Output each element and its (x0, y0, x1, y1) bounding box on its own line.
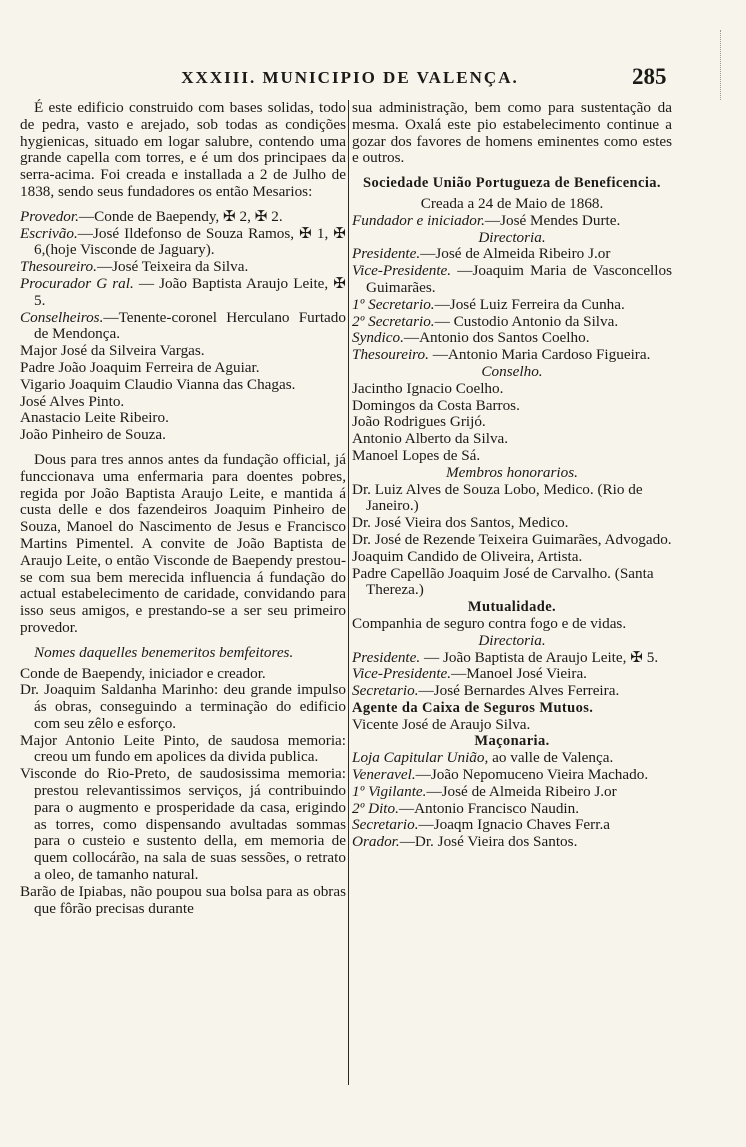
founder-name: —José Ildefonso de Souza Ramos, ✠ 1, ✠ 6,(hoje Visconde de Jaguary). (34, 224, 346, 259)
council-member: João Rodrigues Grijó. (352, 413, 486, 431)
council-member: Jacintho Ignacio Coelho. (352, 379, 504, 397)
role-label: Thesoureiro. (20, 258, 97, 276)
officer-entry (352, 683, 672, 700)
founder-entry (20, 310, 346, 344)
margin-mark (720, 30, 722, 100)
section-title: Mutualidade. (467, 599, 557, 616)
founder-entry: João Pinheiro de Souza. (20, 426, 166, 444)
council-member: Manoel Lopes de Sá. (352, 446, 481, 464)
person-name: —José Luiz Ferreira da Cunha. (434, 295, 625, 313)
person-name: —Antonio Francisco Naudin. (398, 799, 580, 817)
officer-entry (352, 817, 672, 834)
person-name: —Joaqm Ignacio Chaves Ferr.a (418, 816, 610, 834)
person-name: —José de Almeida Ribeiro J.or (420, 245, 611, 263)
benefactor-entry: Visconde do Rio-Preto, de saudosissima memoria: prestou relevantissimos serviços, já contribuindo para o augmento e prosperidade da casa, erigindo as torres, como dispensando avultadas sommas para o custeio e sustento della, em memoria de quem collocárão, na sala de suas sessões, o retrato a oleo, de tamanho natural. (20, 765, 346, 884)
role-label: Secretario. (352, 682, 419, 700)
continued-paragraph: sua administração, bem como para sustentação da mesma. Oxalá este pio estabelecimento continue a gozar dos favores de homens eminentes como estes e outros. (352, 99, 672, 167)
role-label: 2º Secretario. (352, 312, 435, 330)
benefactor-entry: Major Antonio Leite Pinto, de saudosa memoria: creou um fundo em apolices da divida publica. (20, 731, 346, 766)
honorary-member: Dr. Luiz Alves de Souza Lobo, Medico. (Rio de Janeiro.) (352, 480, 643, 515)
founder-entry (20, 276, 346, 310)
person-name: —Antonio Maria Cardoso Figueira. (428, 346, 651, 364)
role-label: Secretario. (352, 816, 419, 834)
founder-entry: Vigario Joaquim Claudio Vianna das Chagas. (20, 375, 296, 393)
council-member: Domingos da Costa Barros. (352, 396, 520, 414)
role-label: Syndico. (352, 329, 404, 347)
person-name: —José Mendes Durte. (484, 211, 621, 229)
column-divider (348, 100, 349, 1085)
officer-entry (352, 834, 672, 851)
honorary-member: Dr. José Vieira dos Santos, Medico. (352, 514, 569, 532)
section-title: Agente da Caixa de Seguros Mutuos. (352, 699, 594, 716)
founder-entry (20, 209, 346, 226)
founder-entry: Padre João Joaquim Ferreira de Aguiar. (20, 358, 260, 376)
founder-name: —José Teixeira da Silva. (96, 258, 249, 276)
officer-entry (352, 246, 672, 263)
benefactor-entry: Barão de Ipiabas, não poupou sua bolsa para as obras que fôrão precisas durante (20, 882, 346, 917)
person-name: — João Baptista de Araujo Leite, ✠ 5. (420, 648, 659, 666)
officer-entry (352, 650, 672, 667)
founding-date: Creada a 24 de Maio de 1868. (420, 194, 604, 212)
person-name: —José Bernardes Alves Ferreira. (418, 682, 620, 700)
role-label: Escrivão. (20, 224, 78, 242)
founder-entry: Anastacio Leite Ribeiro. (20, 409, 169, 427)
founder-entry: José Alves Pinto. (20, 392, 125, 410)
role-label: 1º Secretario. (352, 295, 435, 313)
history-paragraph: Dous para tres annos antes da fundação official, já funccionava uma enfermaria para doentes pobres, regida por João Baptista Araujo Leite, e mantida á custa delle e dos fazendeiros Joaquim Pinheiro de Souza, Manoel do Nascimento de Jesus e Francisco Martins Pimentel. A convite de João Baptista de Araujo Leite, o então Visconde de Baependy prestou-se com sua bem merecida influencia á fundação do actual estabelecimento de caridade, convidando para isso seus amigos, e prestando-se a ser seu primeiro provedor. (20, 450, 346, 636)
lodge-entry (352, 750, 672, 767)
founder-entry (20, 226, 346, 260)
role-label: Thesoureiro. (352, 346, 429, 364)
officer-entry (352, 767, 672, 784)
officer-entry (352, 666, 672, 683)
officer-entry (352, 314, 672, 331)
council-member: Antonio Alberto da Silva. (352, 430, 509, 448)
person-name: —Antonio dos Santos Coelho. (403, 329, 590, 347)
person-name: — Custodio Antonio da Silva. (434, 312, 619, 330)
section-description: Companhia de seguro contra fogo e de vidas. (352, 614, 627, 632)
founder-entry: Major José da Silveira Vargas. (20, 342, 205, 360)
section-title: Sociedade União Portugueza de Beneficencia. (363, 175, 661, 192)
officer-entry (352, 784, 672, 801)
officer-entry (352, 801, 672, 818)
lodge-location: ao valle de Valença. (488, 749, 614, 767)
honorary-member: Joaquim Candido de Oliveira, Artista. (352, 547, 583, 565)
founder-name: —Conde de Baependy, ✠ 2, ✠ 2. (78, 207, 283, 225)
agent-name: Vicente José de Araujo Silva. (352, 715, 531, 733)
role-label: Fundador e iniciador. (352, 211, 485, 229)
officer-entry (352, 263, 672, 297)
subsection-title: Membros honorarios. (446, 463, 578, 481)
right-column (352, 100, 672, 851)
honorary-member: Dr. José de Rezende Teixeira Guimarães, Advogado. (352, 530, 672, 548)
founder-entry (20, 259, 346, 276)
lodge-name: Loja Capitular União, (352, 749, 489, 767)
role-label: Presidente. (352, 648, 421, 666)
role-label: Procurador G ral. (20, 274, 134, 292)
honorary-member: Padre Capellão Joaquim José de Carvalho. (Santa Thereza.) (352, 564, 654, 599)
founder-name: — João Baptista Araujo Leite, ✠ 5. (34, 274, 346, 309)
officer-entry (352, 297, 672, 314)
officer-entry (352, 330, 672, 347)
role-label: Provedor. (20, 207, 79, 225)
officer-entry (352, 347, 672, 364)
founder-entry (352, 213, 672, 230)
page-number: 285 (632, 64, 667, 89)
person-name: —Manoel José Vieira. (451, 665, 587, 683)
role-label: 2º Dito. (352, 799, 399, 817)
role-label: Veneravel. (352, 766, 416, 784)
intro-paragraph: É este edificio construido com bases solidas, todo de pedra, vasto e arejado, sob todas as condições hygienicas, situado em logar salubre, contendo uma grande capella com torres, e é um dos principaes da serra-acima. Foi creada e installada a 2 de Julho de 1838, sendo seus fundadores os então Mesarios: (20, 99, 346, 200)
role-label: Vice-Presidente. (352, 665, 452, 683)
section-title: Maçonaria. (474, 733, 550, 750)
role-label: Presidente. (352, 245, 421, 263)
person-name: —Joaquim Maria de Vasconcellos Guimarães. (366, 262, 672, 296)
founder-name: —Tenente-coronel Herculano Furtado de Mendonça. (34, 308, 346, 343)
benefactor-entry: Dr. Joaquim Saldanha Marinho: deu grande impulso ás obras, conseguindo a terminação do edificio com seu zêlo e esforço. (20, 681, 346, 732)
benefactor-entry: Conde de Baependy, iniciador e creador. (20, 664, 266, 682)
role-label: 1º Vigilante. (352, 782, 427, 800)
subsection-title: Directoria. (478, 631, 546, 649)
left-column (20, 100, 346, 917)
subsection-title: Directoria. (478, 228, 546, 246)
person-name: —José de Almeida Ribeiro J.or (426, 782, 617, 800)
benefactors-heading: Nomes daquelles benemeritos bemfeitores. (34, 643, 294, 661)
role-label: Vice-Presidente. (352, 262, 452, 280)
subsection-title: Conselho. (481, 362, 543, 380)
person-name: —Dr. José Vieira dos Santos. (399, 833, 578, 851)
running-header: XXXIII. MUNICIPIO DE VALENÇA. (181, 68, 519, 87)
role-label: Conselheiros. (20, 308, 104, 326)
person-name: —João Nepomuceno Vieira Machado. (415, 766, 649, 784)
role-label: Orador. (352, 833, 400, 851)
